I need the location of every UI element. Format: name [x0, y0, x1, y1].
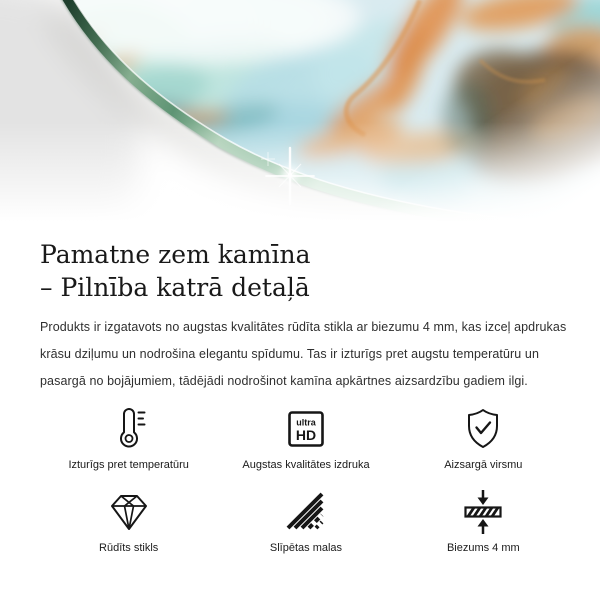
feature-label: Izturīgs pret temperatūru: [68, 459, 189, 471]
ultra-hd-text-bottom: HD: [295, 427, 317, 443]
feature-print-quality: [217, 405, 394, 472]
content-section: [0, 238, 600, 555]
feature-label: Aizsargā virsmu: [444, 459, 523, 471]
feature-protection: [395, 405, 572, 472]
feature-temperature: [40, 405, 217, 472]
page-title-line2: – Pilnība katrā detaļā: [40, 273, 310, 302]
feature-label: Augstas kvalitātes izdruka: [242, 459, 370, 471]
glass-panel-image: [0, 0, 600, 236]
feature-label: Biezums 4 mm: [446, 542, 520, 554]
thickness-icon: [459, 488, 507, 536]
diamond-icon: [105, 488, 153, 536]
corner-fade: [0, 0, 600, 236]
hero-product-photo: [0, 0, 600, 236]
beveled-edges-icon: [282, 488, 330, 536]
ultra-hd-text-top: ultra: [296, 417, 316, 428]
feature-thickness: [395, 488, 572, 555]
feature-tempered-glass: [40, 488, 217, 555]
feature-label: Rūdīts stikls: [99, 542, 159, 554]
page-title-line1: Pamatne zem kamīna: [40, 240, 311, 269]
page-title: [40, 238, 572, 304]
product-description: Produkts ir izgatavots no augstas kvalitātes rūdīta stikla ar biezumu 4 mm, kas izceļ apdrukas krāsu dziļumu un nodrošina elegantu spīdumu. Tas ir izturīgs pret augstu temperatūru un pasargā no bojājumiem, tādējādi nodrošinot kamīna apkārtnes aizsardzību gadiem ilgi.: [40, 320, 567, 388]
feature-polished-edges: [217, 488, 394, 555]
feature-label: Slīpētas malas: [269, 542, 343, 554]
shield-check-icon: [459, 405, 507, 453]
ultra-hd-icon: [282, 405, 330, 453]
feature-grid: [40, 405, 572, 555]
thermometer-icon: [105, 405, 153, 453]
